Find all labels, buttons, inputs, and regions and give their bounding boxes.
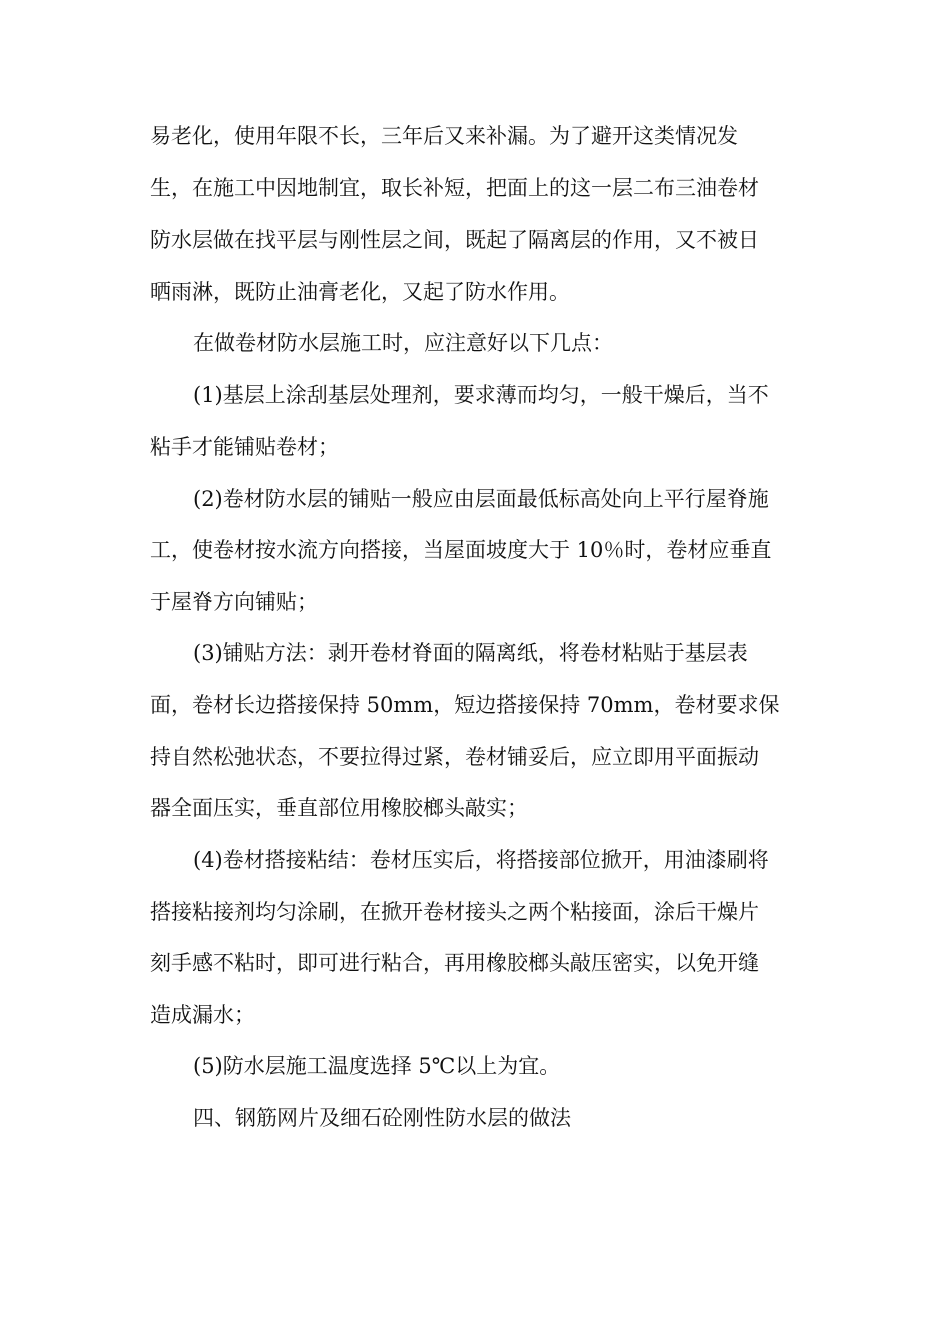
text-line: 于屋脊方向铺贴； (150, 590, 318, 614)
text-line: 搭接粘接剂均匀涂刷，在掀开卷材接头之两个粘接面，涂后干燥片 (150, 900, 759, 924)
text-line: 刻手感不粘时，即可进行粘合，再用橡胶榔头敲压密实，以免开缝 (150, 951, 759, 975)
text-line: (2)卷材防水层的铺贴一般应由层面最低标高处向上平行屋脊施 (193, 487, 769, 511)
text-line: (3)铺贴方法：剥开卷材脊面的隔离纸，将卷材粘贴于基层表 (193, 641, 748, 665)
text-line: (4)卷材搭接粘结：卷材压实后，将搭接部位掀开，用油漆刷将 (193, 848, 769, 872)
text-line: (5)防水层施工温度选择 5℃以上为宜。 (193, 1054, 561, 1078)
text-line: 生，在施工中因地制宜，取长补短，把面上的这一层二布三油卷材 (150, 176, 759, 200)
text-line: 持自然松弛状态，不要拉得过紧，卷材铺妥后，应立即用平面振动 (150, 745, 759, 769)
text-line: (1)基层上涂刮基层处理剂，要求薄而均匀，一般干燥后，当不 (193, 383, 769, 407)
section-heading: 四、钢筋网片及细石砼刚性防水层的做法 (193, 1106, 571, 1130)
text-line: 晒雨淋，既防止油膏老化，又起了防水作用。 (150, 280, 570, 304)
text-line: 防水层做在找平层与刚性层之间，既起了隔离层的作用，又不被日 (150, 228, 759, 252)
text-line: 在做卷材防水层施工时，应注意好以下几点： (193, 331, 613, 355)
text-line: 造成漏水； (150, 1003, 255, 1027)
text-line: 工，使卷材按水流方向搭接，当屋面坡度大于 10％时，卷材应垂直 (150, 538, 772, 562)
text-line: 器全面压实，垂直部位用橡胶榔头敲实； (150, 796, 528, 820)
text-line: 易老化，使用年限不长，三年后又来补漏。为了避开这类情况发 (150, 124, 738, 148)
text-line: 面，卷材长边搭接保持 50mm，短边搭接保持 70mm，卷材要求保 (150, 693, 780, 717)
text-line: 粘手才能铺贴卷材； (150, 435, 339, 459)
